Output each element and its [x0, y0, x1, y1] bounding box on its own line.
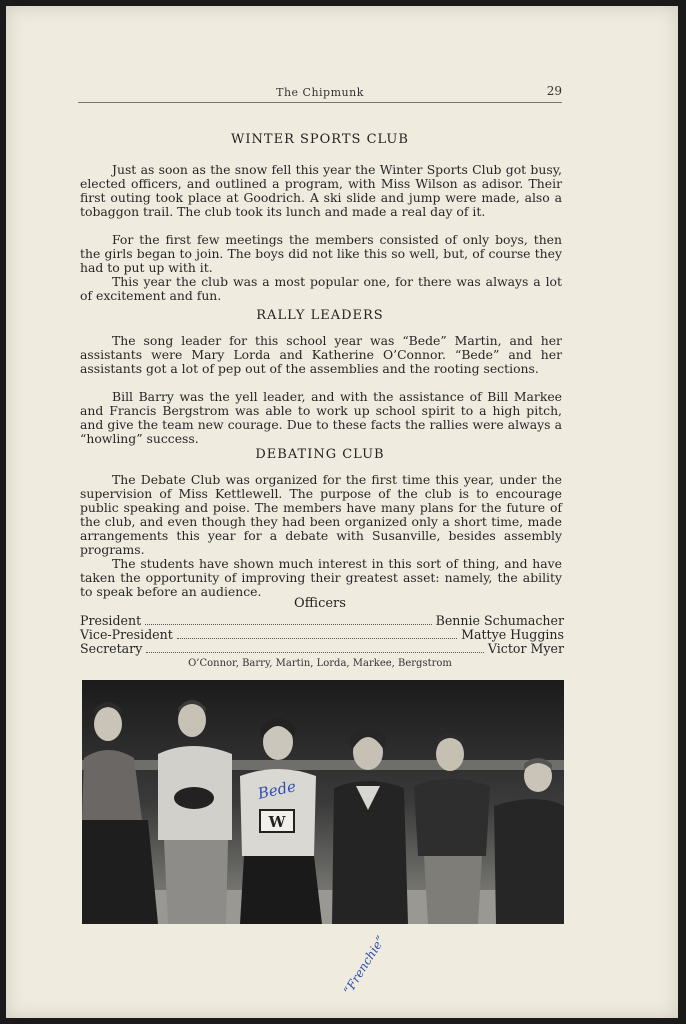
officer-role: Secretary: [80, 641, 143, 656]
rally-paragraph-2: Bill Barry was the yell leader, and with the assistance of Bill Markee and Francis Bergstrom was able to work up school spirit to a high pitch, and give the team new courage. Due to these facts the rallies were always a “howling” success.: [80, 389, 562, 446]
sweater-letter: W: [268, 813, 286, 831]
officer-name: Victor Myer: [487, 641, 564, 656]
group-photo: [82, 680, 564, 924]
winter-paragraph-3: This year the club was a most popular one, for there was always a lot of excitement and fun.: [80, 274, 562, 303]
leader-dots: [177, 638, 457, 639]
running-header: [78, 84, 562, 103]
yearbook-page: [6, 6, 678, 1018]
photo-caption: O’Connor, Barry, Martin, Lorda, Markee, Bergstrom: [188, 658, 452, 669]
margin-note: “Frenchie”: [340, 933, 388, 998]
debating-club-heading: DEBATING CLUB: [255, 447, 385, 462]
handwritten-bede: Bede: [256, 777, 298, 803]
officer-president: [80, 613, 564, 628]
leader-dots: [145, 624, 431, 625]
officers-title: Officers: [294, 596, 346, 611]
photo-wall-ledge: [82, 760, 564, 770]
handwritten-frenchie: [322, 933, 388, 998]
officer-role: Vice-President: [80, 627, 173, 642]
debating-paragraph-1: The Debate Club was organized for the first time this year, under the supervision of Miss Kettlewell. The purpose of the club is to encourage public speaking and poise. The members have many plans for the future of the club, and even though they had been organized only a short time, made arrangements this year for a debate with Susanville, besides assembly programs.: [80, 472, 562, 557]
winter-sports-heading: WINTER SPORTS CLUB: [231, 132, 409, 147]
page-number: 29: [546, 84, 562, 98]
officer-vice-president: [80, 627, 564, 642]
officer-role: President: [80, 613, 142, 628]
officer-name: Mattye Huggins: [461, 627, 564, 642]
winter-paragraph-1: Just as soon as the snow fell this year the Winter Sports Club got busy, elected officers, and outlined a program, with Miss Wilson as adisor. Their first outing took place at Goodrich. A ski slide and jump were made, also a tobaggon trail. The club took its lunch and made a real day of it.: [80, 162, 562, 219]
officer-secretary: [80, 641, 564, 656]
officer-name: Bennie Schumacher: [435, 613, 564, 628]
winter-paragraph-2: For the first few meetings the members consisted of only boys, then the girls began to join. The boys did not like this so well, but, of course they had to put up with it.: [80, 232, 562, 275]
running-title: The Chipmunk: [276, 86, 364, 99]
rally-leaders-heading: RALLY LEADERS: [256, 308, 384, 323]
rally-paragraph-1: The song leader for this school year was “Bede” Martin, and her assistants were Mary Lorda and Katherine O’Connor. “Bede” and her assistants got a lot of pep out of the assemblies and the rooting sections.: [80, 333, 562, 376]
debating-paragraph-2: The students have shown much interest in this sort of thing, and have taken the opportunity of improving their greatest asset: namely, the ability to speak before an audience.: [80, 556, 562, 599]
leader-dots: [146, 652, 484, 653]
